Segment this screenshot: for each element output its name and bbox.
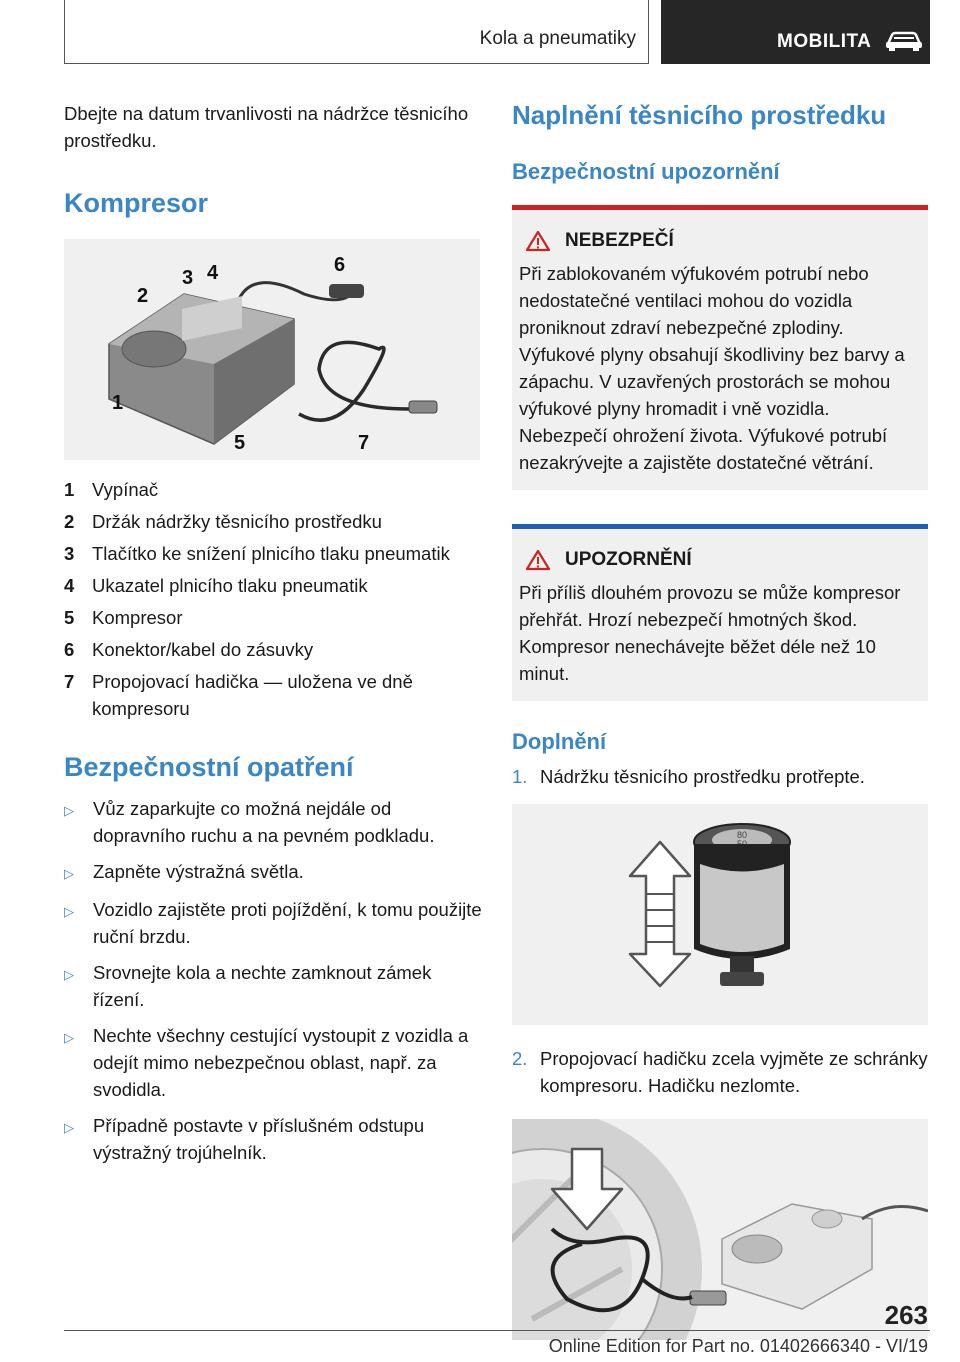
right-column	[512, 100, 930, 1340]
caution-box	[512, 524, 928, 701]
danger-title: NEBEZPEČÍ	[565, 230, 674, 251]
danger-box	[512, 205, 928, 490]
legend-item	[64, 636, 482, 663]
step-item	[512, 763, 930, 790]
caution-text: Při příliš dlouhém provozu se může kompresor přehřát. Hrozí nebezpečí hmotných škod. Kompresor nenechávejte běžet déle než 10 minut.	[519, 582, 901, 684]
compressor-heading: Kompresor	[64, 188, 209, 218]
bullet-item	[64, 959, 482, 1013]
legend-item	[64, 604, 482, 631]
step-text: Nádržku těsnicího prostředku protřepte.	[540, 766, 865, 787]
figure-callout-5: 5	[234, 432, 246, 454]
legend-text: Držák nádržky těsnicího prostředku	[92, 511, 382, 532]
legend-text: Konektor/kabel do zásuvky	[92, 639, 314, 660]
figure-callout-4: 4	[207, 262, 219, 284]
header-section-box	[661, 0, 930, 64]
danger-title-row	[525, 230, 920, 252]
legend-number: 7	[64, 671, 75, 692]
left-column	[64, 100, 482, 1175]
safety-heading: Bezpečnostní opatření	[64, 752, 354, 782]
legend-number: 6	[64, 639, 75, 660]
figure-callout-3: 3	[182, 267, 194, 289]
bullet-marker: ▷	[64, 1030, 74, 1045]
bullet-text: Případně postavte v příslušném odstupu výstražný trojúhelník.	[93, 1115, 425, 1163]
legend-text: Kompresor	[92, 607, 183, 628]
legend-item	[64, 668, 482, 722]
legend-number: 4	[64, 575, 75, 596]
shake-bottle-figure	[512, 804, 928, 1025]
legend-text: Vypínač	[92, 479, 159, 500]
safety-notice-heading: Bezpečnostní upozornění	[512, 159, 780, 184]
caution-title-row	[525, 549, 920, 571]
bullet-text: Srovnejte kola a nechte zamknout zámek řízení.	[93, 962, 432, 1010]
footer-edition: Online Edition for Part no. 01402666340 - VI/19	[548, 1336, 928, 1356]
figure-callout-7: 7	[358, 432, 370, 454]
safety-bullet-list	[64, 795, 482, 1166]
bullet-item	[64, 896, 482, 950]
legend-number: 2	[64, 511, 75, 532]
compressor-illustration	[64, 239, 480, 460]
hose-removal-figure	[512, 1119, 928, 1340]
bullet-text: Vůz zaparkujte co možná nejdále od dopravního ruchu a na pevném podkladu.	[93, 798, 435, 846]
bullet-marker: ▷	[64, 803, 74, 818]
legend-item	[64, 540, 482, 567]
bottle-label-top: 80	[736, 830, 748, 840]
warning-triangle-icon	[525, 549, 551, 571]
danger-text: Při zablokovaném výfukovém potrubí nebo nedostatečné ventilaci mohou do vozidla proniknout zdraví nebezpečné zplodiny. Výfukové plyny obsahují škodliviny bez barvy a zápachu. V uzavřených prostorách se mohou výfukové plyny hromadit i vně vozidla. Nebezpečí ohrožení života. Výfukové potrubí nezakrývejte a zajistěte dostatečné větrání.	[519, 263, 905, 473]
bullet-marker: ▷	[64, 904, 74, 919]
compressor-figure	[64, 239, 480, 460]
caution-title: UPOZORNĚNÍ	[565, 549, 692, 570]
bullet-marker: ▷	[64, 866, 74, 881]
footer-divider	[64, 1330, 930, 1331]
step-text: Propojovací hadičku zcela vyjměte ze schránky kompresoru. Hadičku nezlomte.	[540, 1048, 928, 1096]
figure-callout-1: 1	[112, 392, 124, 414]
legend-number: 3	[64, 543, 75, 564]
bullet-marker: ▷	[64, 1120, 74, 1135]
legend-text: Tlačítko ke snížení plnicího tlaku pneumatik	[92, 543, 450, 564]
fill-sealant-heading: Naplnění těsnicího prostředku	[512, 100, 887, 130]
page-number: 263	[884, 1300, 928, 1330]
car-icon	[885, 30, 923, 52]
step-number: 1.	[512, 766, 528, 787]
bullet-item	[64, 1022, 482, 1103]
step-number: 2.	[512, 1048, 528, 1069]
bullet-item	[64, 795, 482, 849]
legend-list	[64, 476, 482, 722]
legend-number: 5	[64, 607, 75, 628]
bullet-text: Vozidlo zajistěte proti pojíždění, k tomu použijte ruční brzdu.	[93, 899, 482, 947]
header-section-title: MOBILITA	[777, 31, 872, 52]
figure-callout-2: 2	[137, 285, 149, 307]
warning-triangle-icon	[525, 230, 551, 252]
shake-bottle-illustration	[512, 804, 928, 1025]
legend-text: Propojovací hadička — uložena ve dně kompresoru	[92, 671, 413, 719]
figure-callout-6: 6	[334, 254, 346, 276]
bullet-text: Nechte všechny cestující vystoupit z vozidla a odejít mimo nebezpečnou oblast, např. za svodidla.	[93, 1025, 469, 1100]
header-chapter-title: Kola a pneumatiky	[479, 28, 636, 49]
legend-item	[64, 508, 482, 535]
intro-paragraph: Dbejte na datum trvanlivosti na nádržce těsnicího prostředku.	[64, 103, 469, 151]
bullet-text: Zapněte výstražná světla.	[93, 861, 304, 882]
bullet-item	[64, 1112, 482, 1166]
bullet-item	[64, 858, 482, 887]
step-item	[512, 1045, 930, 1099]
legend-text: Ukazatel plnicího tlaku pneumatik	[92, 575, 368, 596]
legend-item	[64, 572, 482, 599]
bullet-marker: ▷	[64, 967, 74, 982]
header-chapter-box	[64, 0, 649, 64]
hose-removal-illustration	[512, 1119, 928, 1340]
legend-number: 1	[64, 479, 75, 500]
legend-item	[64, 476, 482, 503]
refill-heading: Doplnění	[512, 729, 607, 754]
